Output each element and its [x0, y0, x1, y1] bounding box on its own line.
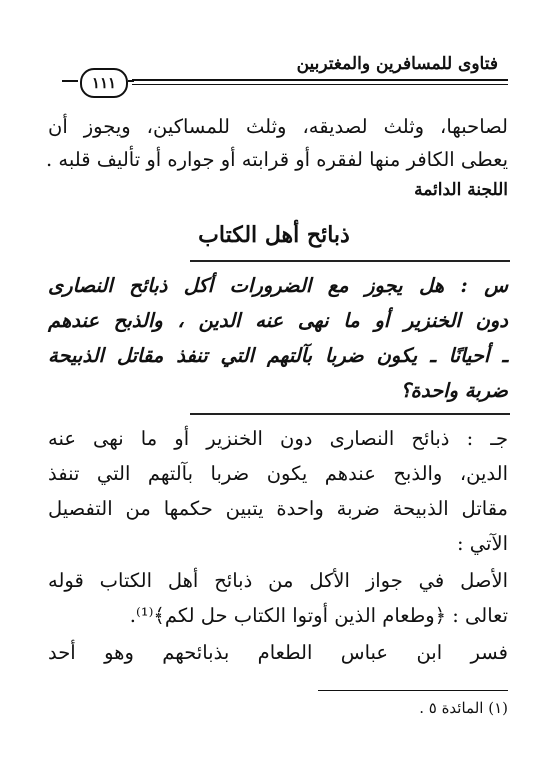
question-line: دون الخنزير أو ما نهى عنه الدين ، والذبح عندهم — [48, 309, 508, 332]
footnote: (١) المائدة ٥ . — [419, 699, 508, 717]
answer-line: الآتي : — [457, 532, 508, 555]
page-number: ١١١ — [80, 68, 128, 98]
body-line: يعطى الكافر منها لفقره أو قرابته أو جواره أو تأليف قلبه . — [46, 148, 508, 171]
answer-line: مقاتل الذبيحة ضربة واحدة يتبين حكمها من التفصيل — [48, 497, 508, 520]
running-header — [62, 50, 508, 90]
question-line: ـ أحيانًا ـ يكون ضربا بآلتهم التي تنفذ مقاتل الذبيحة — [48, 344, 508, 367]
header-title: فتاوى للمسافرين والمغتربين — [296, 54, 498, 74]
header-rule — [132, 79, 508, 85]
section-separator — [190, 260, 510, 262]
section-title: ذبائح أهل الكتاب — [198, 222, 350, 248]
principle-line: تعالى : ﴿وطعام الذين أوتوا الكتاب حل لكم﴾⁽¹⁾. — [129, 604, 508, 627]
question-line: س : هل يجوز مع الضرورات أكل ذبائح النصارى — [48, 274, 508, 297]
question-separator — [190, 413, 510, 415]
principle-line: فسر ابن عباس الطعام بذبائحهم وهو أحد — [48, 641, 508, 664]
header-ornament-right — [128, 80, 134, 82]
body-line: لصاحبها، وثلث لصديقه، وثلث للمساكين، ويجوز أن — [48, 115, 508, 138]
header-ornament-left — [62, 80, 78, 82]
question-line: ضربة واحدة؟ — [400, 379, 508, 402]
principle-line: الأصل في جواز الأكل من ذبائح أهل الكتاب قوله — [48, 569, 508, 592]
footnote-rule — [318, 690, 508, 691]
answer-line: جـ : ذبائح النصارى دون الخنزير أو ما نهى عنه — [48, 427, 508, 450]
signature: اللجنة الدائمة — [414, 180, 508, 200]
answer-line: الدين، والذبح عندهم يكون ضربا بآلتهم التي تنفذ — [48, 462, 508, 485]
